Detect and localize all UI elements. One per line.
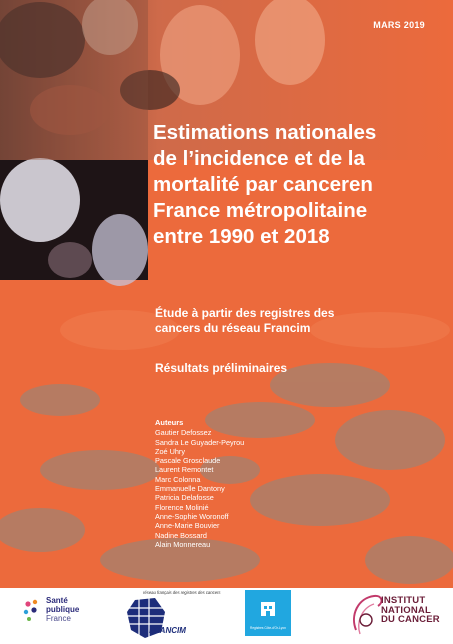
authors-block — [155, 418, 244, 549]
registre-logo — [245, 590, 291, 636]
francim-tagline: réseau français des registres des cancers — [143, 590, 221, 595]
inca-line: DU CANCER — [381, 614, 440, 625]
author-item: Pascale Grosclaude — [155, 456, 221, 466]
author-item: Anne-Sophie Woronoff — [155, 511, 229, 521]
author-item: Marc Colonna — [155, 474, 201, 484]
author-item: Patricia Delafosse — [155, 493, 214, 503]
author-item: Nadine Bossard — [155, 530, 207, 540]
publication-date: MARS 2019 — [373, 20, 425, 30]
document-subtitle — [155, 306, 435, 336]
sante-publique-wordmark — [46, 596, 79, 623]
registre-label: Registres Côte-d'Or-Lyon — [250, 626, 286, 630]
inca-swirl-icon — [350, 590, 384, 640]
author-item: Laurent Remontet — [155, 465, 214, 475]
author-item: Alain Monnereau — [155, 539, 211, 549]
authors-heading: Auteurs — [155, 418, 184, 427]
author-item: Anne-Marie Bouvier — [155, 521, 220, 531]
subtitle-line: Étude à partir des registres des — [155, 306, 335, 320]
title-line: Estimations nationales — [153, 121, 377, 144]
francim-logo — [125, 588, 221, 640]
sp-line: France — [46, 614, 71, 623]
francim-wordmark: FRANCIM — [149, 626, 186, 635]
partner-logos-footer — [0, 588, 453, 644]
document-title — [153, 120, 443, 250]
title-line: mortalité par canceren — [153, 173, 373, 196]
sante-publique-france-logo — [22, 592, 102, 638]
sp-line: publique — [46, 605, 80, 614]
subtitle-line: cancers du réseau Francim — [155, 321, 311, 335]
sp-line: Santé — [46, 596, 68, 605]
inca-line: NATIONAL — [381, 604, 431, 616]
title-line: France métropolitaine — [153, 199, 368, 222]
inca-line: INSTITUT — [381, 595, 426, 606]
authors-list — [155, 428, 244, 549]
author-item: Zoé Uhry — [155, 446, 186, 456]
author-item: Florence Molinié — [155, 502, 209, 512]
sante-publique-dots-icon — [22, 598, 44, 628]
institut-national-du-cancer-logo — [350, 588, 440, 642]
registre-building-icon — [258, 598, 278, 618]
author-item: Gautier Defossez — [155, 428, 212, 438]
results-label: Résultats préliminaires — [155, 361, 288, 375]
author-item: Emmanuelle Dantony — [155, 484, 225, 494]
author-item: Sandra Le Guyader-Peyrou — [155, 437, 245, 447]
title-line: de l’incidence et de la — [153, 147, 365, 170]
inca-wordmark — [381, 596, 440, 625]
title-line: entre 1990 et 2018 — [153, 225, 330, 248]
